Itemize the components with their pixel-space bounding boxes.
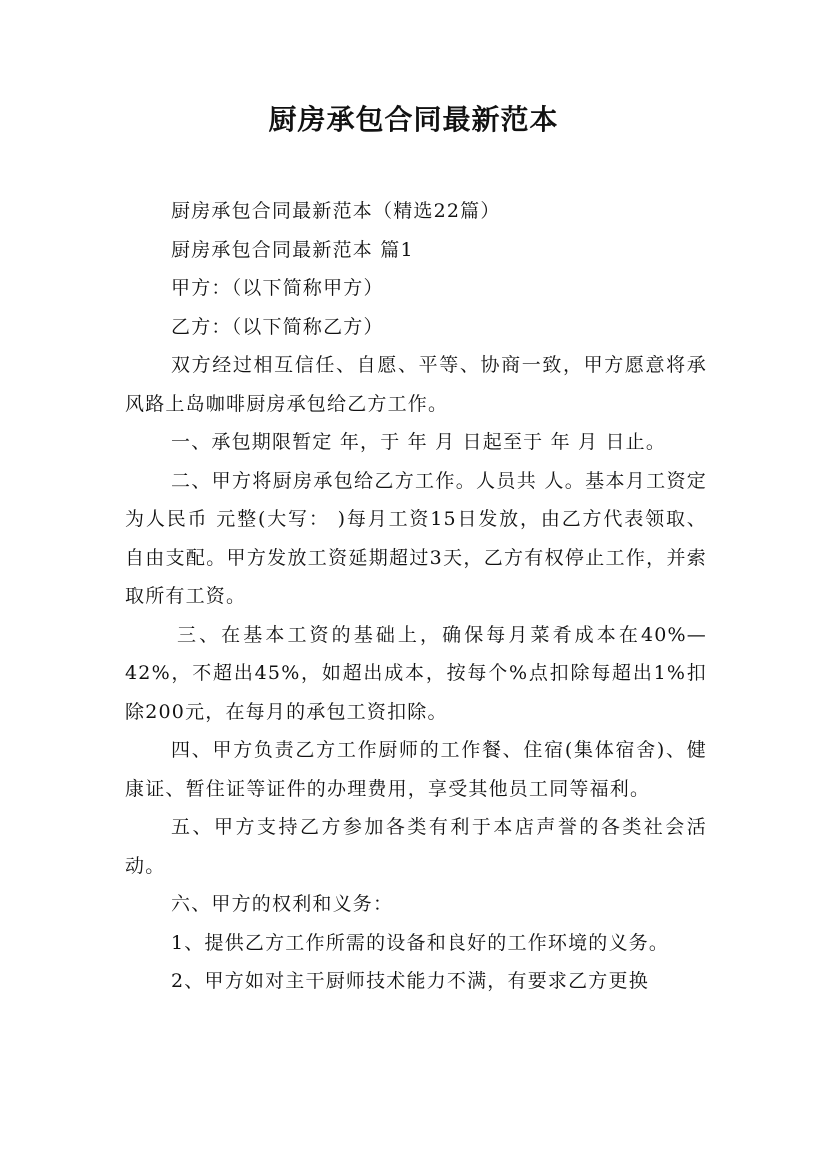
paragraph-section-heading: 厨房承包合同最新范本 篇1 [171, 238, 414, 261]
paragraph-clause-5: 五、甲方支持乙方参加各类有利于本店声誉的各类社会活动。 [125, 816, 707, 877]
paragraph-clause-6-item-1: 1、提供乙方工作所需的设备和良好的工作环境的义务。 [171, 931, 670, 954]
paragraph-party-b: 乙方：（以下简称乙方） [171, 315, 384, 338]
paragraph-clause-4: 四、甲方负责乙方工作厨师的工作餐、住宿(集体宿舍)、健康证、暂住证等证件的办理费用，享受其他员工同等福利。 [125, 739, 707, 800]
paragraph-subtitle: 厨房承包合同最新范本（精选22篇） [171, 200, 501, 222]
paragraph-party-a: 甲方：（以下简称甲方） [171, 277, 384, 299]
paragraph-clause-6-item-2: 2、甲方如对主干厨师技术能力不满，有要求乙方更换 [171, 970, 649, 992]
paragraph-preamble: 双方经过相互信任、自愿、平等、协商一致，甲方愿意将承风路上岛咖啡厨房承包给乙方工作。 [125, 354, 707, 415]
paragraph-clause-6: 六、甲方的权利和义务： [171, 893, 394, 915]
document-body [125, 192, 707, 1001]
document-title: 厨房承包合同最新范本 [268, 103, 559, 136]
paragraph-clause-1: 一、承包期限暂定 年，于 年 月 日起至于 年 月 日止。 [171, 431, 667, 453]
paragraph-clause-2: 二、甲方将厨房承包给乙方工作。人员共 人。基本月工资定为人民币 元整(大写： )每月工资15日发放，由乙方代表领取、自由支配。甲方发放工资延期超过3天，乙方有权停止工作，并索取所有工资。 [125, 469, 707, 607]
paragraph-clause-3: 三、在基本工资的基础上，确保每月菜肴成本在40%—42%，不超出45%，如超出成本，按每个%点扣除每超出1%扣除200元，在每月的承包工资扣除。 [125, 623, 707, 723]
